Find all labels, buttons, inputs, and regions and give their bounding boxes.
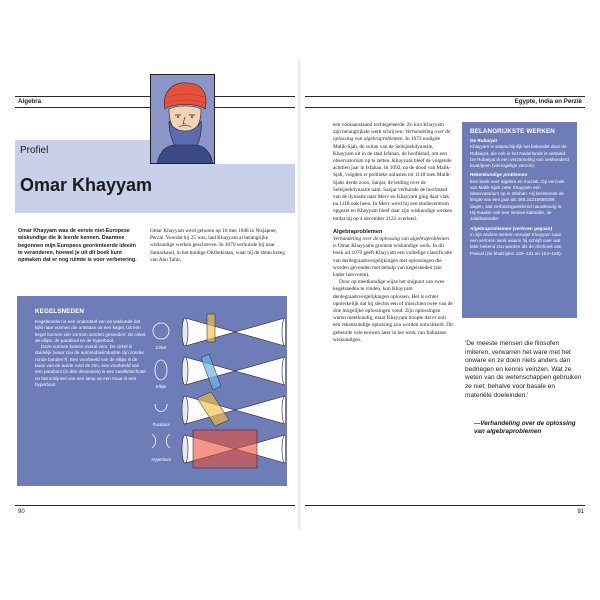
main-works-list — [470, 138, 569, 257]
section-rule — [305, 107, 585, 108]
intro-text: Omar Khayyam was de eerste niet-Europese wiskundige die ik leerde kennen. Daarmee begonnen mijn Europees georiënteerde ideeën te veranderen, hoewel je uit dit boek kunt opmaken dat er nog ruimte is voor verbetering. — [18, 228, 137, 264]
portrait — [150, 74, 215, 164]
hyperbola-shape — [152, 434, 170, 448]
body-column-2: Omar Khayyam werd geboren op 18 mei 1048 in Nisjapoer, Perzië. Voordat hij 25 was, had Khayyam al belangrijke wiskundige werken geschreven. In 1070 verhuisde hij naar Samarkand, in het huidige Oezbekistan, waar hij de steun kreeg van Abu Tahir, — [150, 228, 285, 263]
main-works-title: BELANGRIJKSTE WERKEN — [470, 128, 555, 135]
work-title-3: Algebraproblemen (verloren gegaan) — [470, 225, 553, 231]
bottom-rule — [15, 505, 295, 506]
kegelsneden-paragraph-1: Kegelsneden is een onderdeel van de wiskunde dat kijkt naar vormen die ontstaan uit een kegel. Uit een kegel kunnen vier vormen worden gesneden: de cirkel, de ellips, de parabool en de hyperbool. — [35, 319, 147, 343]
label-cirkel: Cirkel — [155, 345, 167, 350]
profile-label: Profiel — [20, 145, 49, 156]
section-label: Egypte, India en Perzië — [514, 98, 582, 105]
work-title-2: Rekenkundige problemen — [470, 172, 528, 178]
page-number: 90 — [18, 509, 25, 515]
work-title-1: De Rubaiyat — [470, 138, 498, 143]
label-hyperbool: Hyperbool — [151, 457, 171, 462]
right-page — [300, 0, 600, 600]
kegelsneden-paragraph-2: Deze vormen komen overal voor. De cirkel is duidelijk (waar zou de automobielindustrie zijn zonder ronde banden?). Een voorbeeld van de ellips is de baan van de aarde rond de zon, een voorbeeld van een parabool (in drie dimensies) is een satellietschotel en het schijnsel van een lamp op een muur is een hyperbool. — [35, 344, 146, 387]
paragraph-1-start: een vooraanstaand rechtsgeleerde. Zo kon Khayyam zijn belangrijkste werk schrijven: — [333, 122, 444, 136]
paragraph-2-rest: is Omar Khayyams grootste wiskundige werk. In dit boek uit 1070 geeft Khayyam een volledige classificatie van derdegraadsvergelijkingen met oplossingen die worden gevonden met behulp van kegelsneden (zie kader hiervoren). — [333, 243, 452, 279]
work-text-2: Een boek over algebra en muziek. Op verzoek van Malik-Sjah zette Khayyam een observatorium op in Isfahan. Hij berekende de lengte van een jaar als 365,24219858156 dagen, wat verbazingwekkend nauwkeurig is. Hij maakte ook een nieuwe kalender, de Jalalikalender. — [470, 178, 565, 222]
page-title: Omar Khayyam — [20, 175, 153, 195]
quote-source: —Verhandeling over de oplossing van algebraproblemen — [474, 420, 576, 436]
bottom-rule — [305, 505, 585, 506]
work-text-1: Khayyam is waarschijnlijk het bekendst door de Rubaiyat, die ook in het Nederlands is vertaald. De Rubaiyat is een verzameling van zeshonderd kwatrijnen (vierregelige verzen). — [470, 144, 569, 169]
kegelsneden-box — [17, 296, 287, 486]
section-label: Algebra — [18, 98, 42, 105]
paragraph-3: Door op meetkundige wijze het snijpunt van twee kegelsneden te vinden, kon Khayyam derdegraadsvergelijkingen oplossen. Het is echter opmerkelijk dat hij slechts een of misschien twee van de drie mogelijke oplossingen vond. Zijn oplossingen waren meetkundig, maar Khayyam hoopte dat er ooit een rekenkundige oplossing zou worden ontwikkeld. Dit gebeurde vele eeuwen later in het werk van Italiaanse wiskundigen. — [333, 279, 453, 343]
paragraph-1 — [333, 122, 453, 223]
page-number: 91 — [577, 509, 584, 515]
circle-shape — [153, 323, 169, 339]
kegelsneden-title: KEGELSNEDEN — [35, 308, 85, 315]
ellipse-shape — [155, 360, 167, 380]
heading-algebraproblemen: Algebraproblemen — [333, 228, 383, 235]
quote-text: 'De meeste mensen die filosofen imiteren, verwarren het ware met het onware en ze doen niets anders dan bedriegen en kennis veinzen. Wat ze weten van de wetenschappen gebruiken ze niet, behalve voor basale en materiële doeleinden.' — [465, 340, 582, 399]
parabola-shape — [155, 404, 167, 412]
paragraph-2 — [333, 236, 453, 279]
paragraph-2-italic: Verhandeling over de oplossing van algebraproblemen — [333, 236, 450, 243]
label-parabool: Parabool — [152, 422, 170, 427]
portrait-illustration — [151, 75, 215, 164]
conic-sections-diagram — [145, 308, 285, 478]
body-column-1 — [333, 122, 453, 344]
label-ellips: Ellips — [155, 384, 167, 389]
main-works-box — [462, 122, 577, 318]
paragraph-1-italic: Verhandeling over de oplossing van algebraproblemen — [333, 129, 451, 143]
kegelsneden-text — [35, 319, 147, 388]
work-text-3: In zijn andere werken verwijst Khayyam naar een verloren werk waarin hij schrijft over wat later bekend zou worden als de driehoek van Pascal (zie bladzijden 130–131 en 154–155). — [470, 231, 562, 256]
paragraph-1-rest: . In 1073 nodigde Malik-Sjah, de sultan van de Seltsjoekdynastie, Khayyam uit in de stad Isfahan, de hoofdstad, om een observatorium op te zetten. Khayyam bleef de volgende achttien jaar in Isfahan. In 1092, na de dood van Malik-Sjah, volgden er politieke onlusten tot 1118 toen Malik-Sjahs derde zoon, Sanjar, de leiding over de Seltsjoekdynastie nam. Sanjar verhuisde de hoofdstad van de dynastie naar Merv en Khayyam ging daar vlak na 1118 ook heen. In Merv werd hij een studiecentrum opgezet en Khayyam bleef daar zijn wiskundige werken totdat hij op 4 december 1122 overleed. — [333, 136, 452, 222]
